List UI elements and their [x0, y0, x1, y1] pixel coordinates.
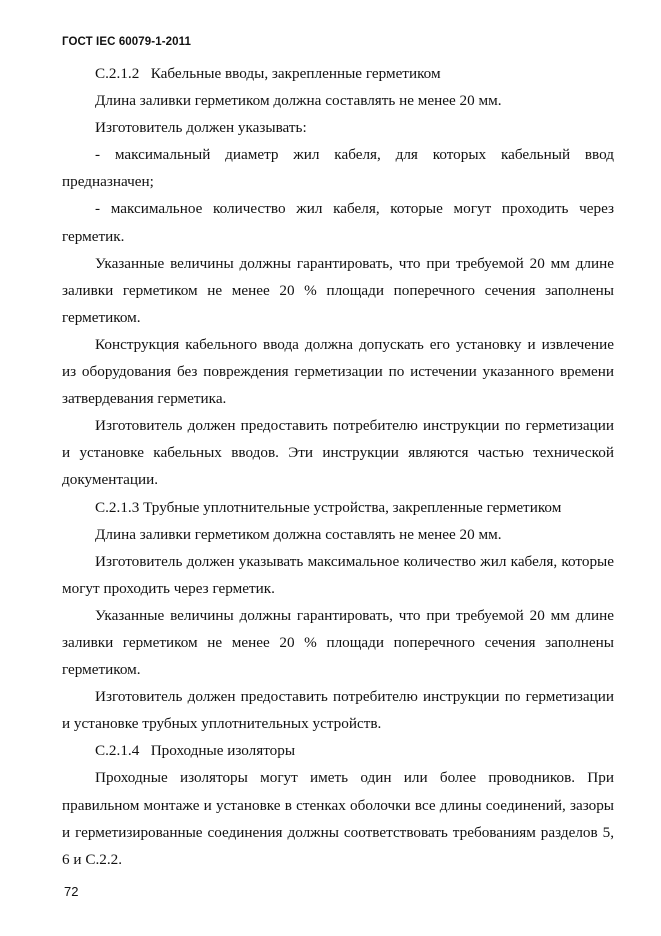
- paragraph: Указанные величины должны гарантировать, что при требуемой 20 мм длине заливки герметиком не менее 20 % площади поперечного сечения заполнены герметиком.: [62, 254, 614, 326]
- paragraph: Проходные изоляторы могут иметь один или более проводников. При правильном монтаже и установке в стенках оболочки все длины соединений, зазоры и герметизированные соединения должны соответствовать требованиям разделов 5, 6 и С.2.2.: [62, 769, 614, 868]
- page-number: 72: [64, 884, 79, 899]
- paragraph: Изготовитель должен указывать максимальное количество жил кабеля, которые могут проходить через герметик.: [62, 552, 614, 597]
- paragraph: Длина заливки герметиком должна составлять не менее 20 мм.: [95, 525, 502, 543]
- paragraph: Изготовитель должен предоставить потребителю инструкции по герметизации и установке кабельных вводов. Эти инструкции являются частью технической документации.: [62, 417, 614, 489]
- document-header: ГОСТ IEC 60079-1-2011: [62, 36, 191, 48]
- paragraph: Изготовитель должен указывать:: [95, 119, 307, 137]
- list-item: - максимальный диаметр жил кабеля, для которых кабельный ввод предназначен;: [62, 146, 614, 191]
- document-body: [62, 60, 614, 873]
- paragraph: Конструкция кабельного ввода должна допускать его установку и извлечение из оборудования без повреждения герметизации по истечении указанного времени затвердевания герметика.: [62, 335, 614, 408]
- paragraph: Длина заливки герметиком должна составлять не менее 20 мм.: [95, 92, 502, 110]
- section-heading-c-2-1-4: С.2.1.4 Проходные изоляторы: [95, 742, 296, 760]
- list-item: - максимальное количество жил кабеля, которые могут проходить через герметик.: [62, 200, 614, 245]
- paragraph: Указанные величины должны гарантировать, что при требуемой 20 мм длине заливки герметиком не менее 20 % площади поперечного сечения заполнены герметиком.: [62, 606, 614, 679]
- section-heading-c-2-1-2: С.2.1.2 Кабельные вводы, закрепленные герметиком: [95, 65, 441, 82]
- section-heading-c-2-1-3: С.2.1.3 Трубные уплотнительные устройства, закрепленные герметиком: [95, 498, 562, 516]
- paragraph: Изготовитель должен предоставить потребителю инструкции по герметизации и установке трубных уплотнительных устройств.: [62, 688, 614, 733]
